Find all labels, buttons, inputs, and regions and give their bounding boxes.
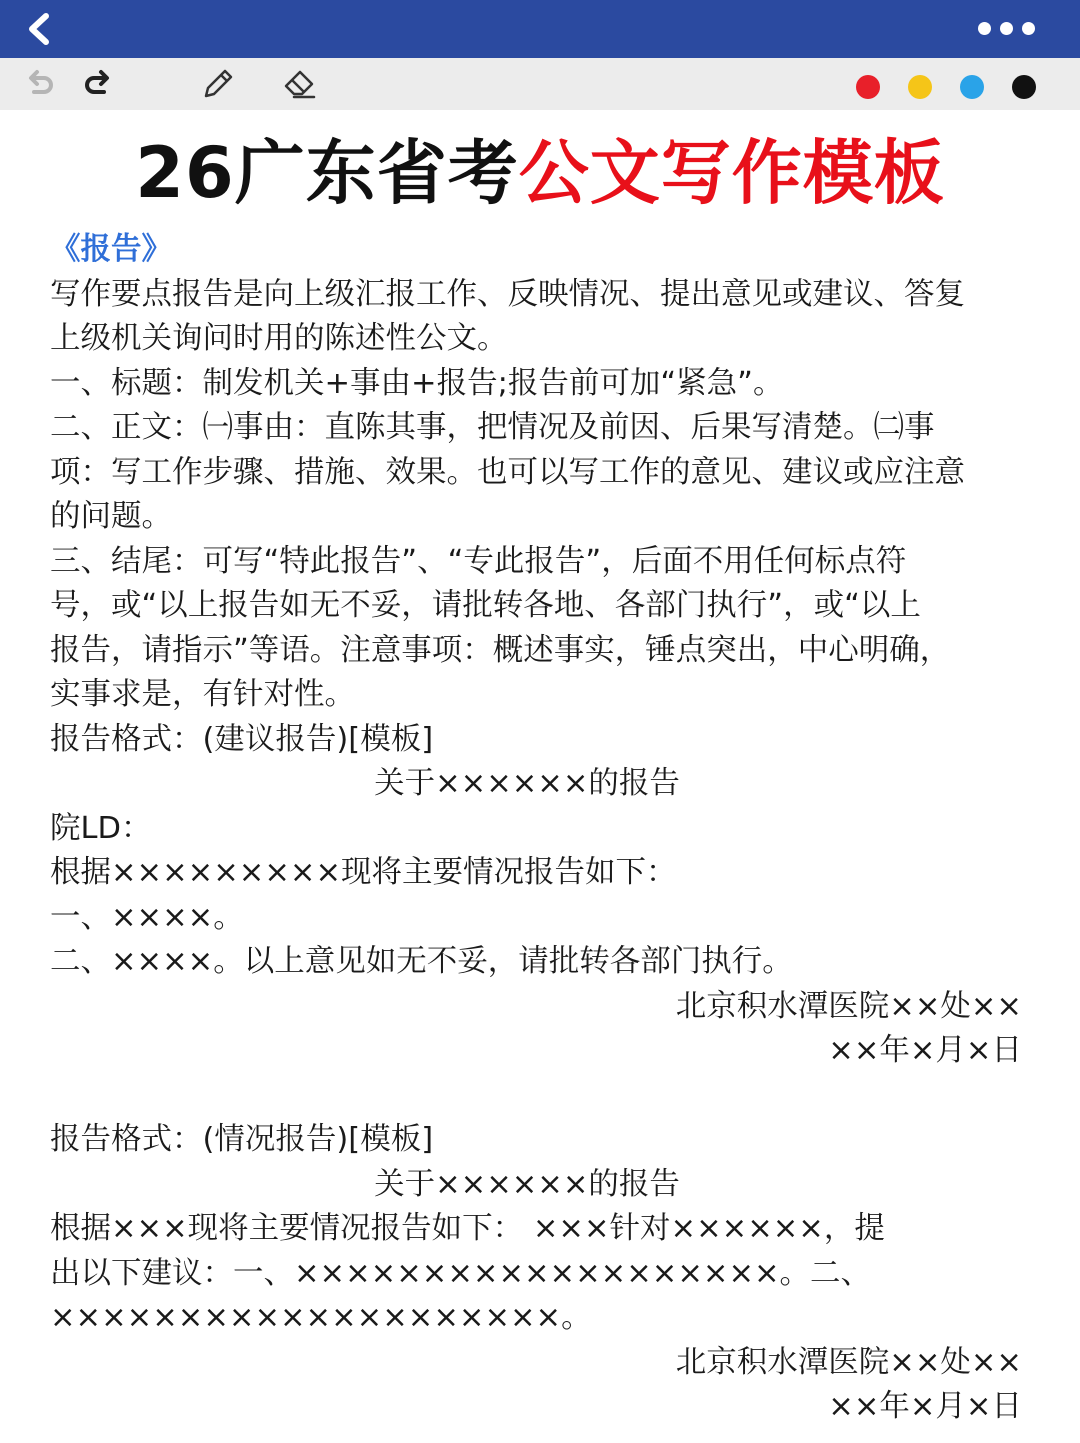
template2-date: ××年×月×日 (828, 1389, 1022, 1424)
back-button[interactable] (18, 8, 60, 50)
body-line: 三、结尾：可写“特此报告”、“专此报告”，后面不用任何标点符 (50, 543, 907, 579)
eraser-tool[interactable] (282, 66, 318, 102)
more-dots-icon (978, 22, 991, 35)
section-heading: 《报告》 (50, 232, 172, 267)
document-title (0, 130, 1080, 216)
undo-button[interactable] (22, 66, 58, 102)
body-line: 的问题。 (50, 499, 172, 534)
redo-icon (80, 66, 116, 102)
template2-heading: 关于××××××的报告 (374, 1166, 680, 1202)
body-line: 写作要点报告是向上级汇报工作、反映情况、提出意见或建议、答复 (50, 276, 965, 312)
more-dots-icon (1022, 22, 1035, 35)
body-line: 二、正文：㈠事由：直陈其事，把情况及前因、后果写清楚。㈡事 (50, 410, 935, 445)
redo-button[interactable] (80, 66, 116, 102)
template1-format: 报告格式：(建议报告)[模板] (50, 721, 434, 757)
color-swatch-black[interactable] (1012, 75, 1036, 99)
title-black-part: 26广东省考 (135, 132, 519, 214)
template2-format: 报告格式：(情况报告)[模板] (50, 1122, 434, 1157)
color-swatch-blue[interactable] (960, 75, 984, 99)
more-dots-icon (1000, 22, 1013, 35)
template2-body-line: ××××××××××××××××××××。 (50, 1300, 592, 1335)
pencil-tool[interactable] (200, 66, 236, 102)
body-line: 项：写工作步骤、措施、效果。也可以写工作的意见、建议或应注意 (50, 454, 965, 490)
spacer (50, 1074, 1034, 1119)
chevron-left-icon (18, 8, 60, 50)
body-line: 报告，请指示”等语。注意事项：概述事实，锤点突出，中心明确， (50, 632, 951, 668)
template1-body-line: 根据×××××××××现将主要情况报告如下： (50, 855, 677, 890)
template1-date: ××年×月×日 (828, 1033, 1022, 1068)
template1-body-line: 二、××××。以上意见如无不妥，请批转各部门执行。 (50, 944, 793, 979)
template1-body-line: 一、××××。 (50, 899, 244, 935)
template2-body-line: 出以下建议：一、×××××××××××××××××××。二、 (50, 1255, 872, 1291)
template2-body-line: 根据×××现将主要情况报告如下： ×××针对××××××，提 (50, 1211, 885, 1246)
undo-icon (22, 66, 58, 102)
color-swatch-red[interactable] (856, 75, 880, 99)
template1-heading: 关于××××××的报告 (374, 766, 680, 801)
title-red-part: 公文写作模板 (518, 132, 945, 214)
body-line: 上级机关询问时用的陈述性公文。 (50, 321, 508, 356)
color-swatch-yellow[interactable] (908, 75, 932, 99)
more-button[interactable] (978, 16, 1040, 40)
body-line: 号，或“以上报告如无不妥，请批转各地、各部门执行”，或“以上 (50, 588, 921, 623)
document-body (50, 228, 1034, 1430)
template2-signature: 北京积水潭医院××处×× (675, 1344, 1022, 1380)
pencil-icon (200, 66, 236, 102)
template1-salutation: 院LD： (50, 810, 152, 846)
template1-signature: 北京积水潭医院××处×× (675, 988, 1022, 1024)
top-bar (0, 0, 1080, 58)
body-line: 实事求是，有针对性。 (50, 677, 355, 712)
eraser-icon (282, 66, 318, 102)
body-line: 一、标题：制发机关+事由+报告;报告前可加“紧急”。 (50, 365, 784, 401)
